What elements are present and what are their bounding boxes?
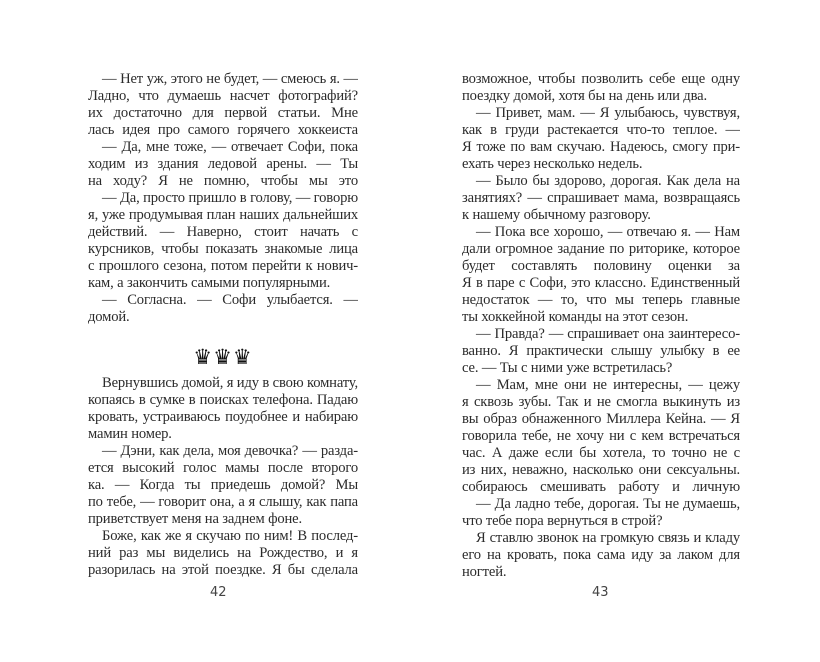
text-line: на ходу? Я не помню, чтобы мы это: [88, 173, 358, 189]
text-line: с прошлого сезона, потом перейти к нович-: [88, 258, 358, 274]
text-line: его на кровать, пока сама иду за лаком для: [462, 547, 740, 563]
right-page-text: [462, 71, 740, 581]
text-line: ехать через несколько недель.: [462, 156, 643, 172]
text-line: поездку домой, хотя бы на день или два.: [462, 88, 707, 104]
text-line: — Нет уж, этого не будет, — смеюсь я. —: [102, 71, 358, 87]
text-line: из них, неважно, насколько они сексуальны.: [462, 462, 740, 478]
text-line: — Было бы здорово, дорогая. Как дела на: [476, 173, 740, 189]
left-page-text-after-break: [88, 375, 358, 579]
text-line: дали огромное задание по риторике, которое: [462, 241, 740, 257]
text-line: час. А даже если бы хотела, то точно не с: [462, 445, 740, 461]
text-line: занятиях? — спрашивает мама, возвращаясь: [462, 190, 740, 206]
page-number-right: 43: [592, 585, 609, 600]
text-line: се. — Ты с ними уже встретилась?: [462, 360, 673, 376]
crown-ornament-section-break: ♛♛♛: [193, 345, 253, 369]
text-line: возможное, чтобы позволить себе еще одну: [462, 71, 740, 87]
text-line: ний раз мы виделись на Рождество, и я: [88, 545, 358, 561]
text-line: — Пока все хорошо, — отвечаю я. — Нам: [476, 224, 740, 240]
text-line: Я ставлю звонок на громкую связь и кладу: [476, 530, 740, 546]
text-line: ка. — Когда ты приедешь домой? Мы: [88, 477, 358, 493]
text-line: я сквозь зубы. Так и не смогла выкинуть из: [462, 394, 740, 410]
text-line: — Согласна. — Софи улыбается. —: [102, 292, 358, 308]
text-line: Боже, как же я скучаю по ним! В послед-: [102, 528, 358, 544]
text-line: недостаток — то, что мы теперь главные: [462, 292, 740, 308]
text-line: будет составлять половину оценки за: [462, 258, 740, 274]
text-line: ты хоккейной команды на этот сезон.: [462, 309, 689, 325]
text-line: приветствует меня на заднем фоне.: [88, 511, 303, 527]
text-line: по тебе, — говорит она, а я слышу, как папа: [88, 494, 358, 510]
text-line: Ладно, что думаешь насчет фотографий?: [88, 88, 358, 104]
text-line: к нашему обычному разговору.: [462, 207, 651, 223]
text-line: — Да, мне тоже, — отвечает Софи, пока: [102, 139, 358, 155]
text-line: Вернувшись домой, я иду в свою комнату,: [102, 375, 358, 391]
text-line: лась идея про самого горячего хоккеиста: [88, 122, 358, 138]
text-line: ется высокий голос мамы после второго: [88, 460, 358, 476]
text-line: говорила тебе, не хочу ни с кем встречаться: [462, 428, 740, 444]
left-page-text-before-break: [88, 71, 358, 326]
text-line: кам, а закончить самыми популярными.: [88, 275, 331, 291]
text-line: домой.: [88, 309, 130, 325]
text-line: что тебе пора вернуться в строй?: [462, 513, 663, 529]
text-line: ногтей.: [462, 564, 507, 580]
text-line: мамин номер.: [88, 426, 172, 442]
text-line: — Мам, мне они не интересны, — цежу: [476, 377, 740, 393]
text-line: Я тоже по вам скучаю. Надеюсь, смогу при-: [462, 139, 740, 155]
text-line: их достаточно для первой статьи. Мне: [88, 105, 358, 121]
text-line: как в груди растекается что-то теплое. —: [462, 122, 740, 138]
page-number-left: 42: [210, 585, 227, 600]
text-line: разорилась на этой поездке. Я бы сделала: [88, 562, 358, 578]
text-line: — Дэни, как дела, моя девочка? — разда-: [102, 443, 358, 459]
text-line: кровать, устраиваюсь поудобнее и набираю: [88, 409, 358, 425]
text-line: — Да ладно тебе, дорогая. Ты не думаешь,: [476, 496, 740, 512]
text-line: действий. — Наверно, стоит начать с: [88, 224, 358, 240]
text-line: вы образ обнаженного Миллера Кейна. — Я: [462, 411, 740, 427]
text-line: — Правда? — спрашивает она заинтересо-: [476, 326, 740, 342]
text-line: копаясь в сумке в поисках телефона. Падаю: [88, 392, 358, 408]
text-line: ванно. Я практически слышу улыбку в ее: [462, 343, 740, 359]
text-line: — Да, просто пришло в голову, — говорю: [102, 190, 358, 206]
text-line: — Привет, мам. — Я улыбаюсь, чувствуя,: [476, 105, 740, 121]
text-line: я, уже продумывая план наших дальнейших: [88, 207, 358, 223]
text-line: курсников, чтобы показать знакомые лица: [88, 241, 358, 257]
text-line: ходим из здания ледовой арены. — Ты: [88, 156, 358, 172]
text-line: собираюсь смешивать работу и личную: [462, 479, 740, 495]
text-line: Я в паре с Софи, это классно. Единственный: [462, 275, 740, 291]
